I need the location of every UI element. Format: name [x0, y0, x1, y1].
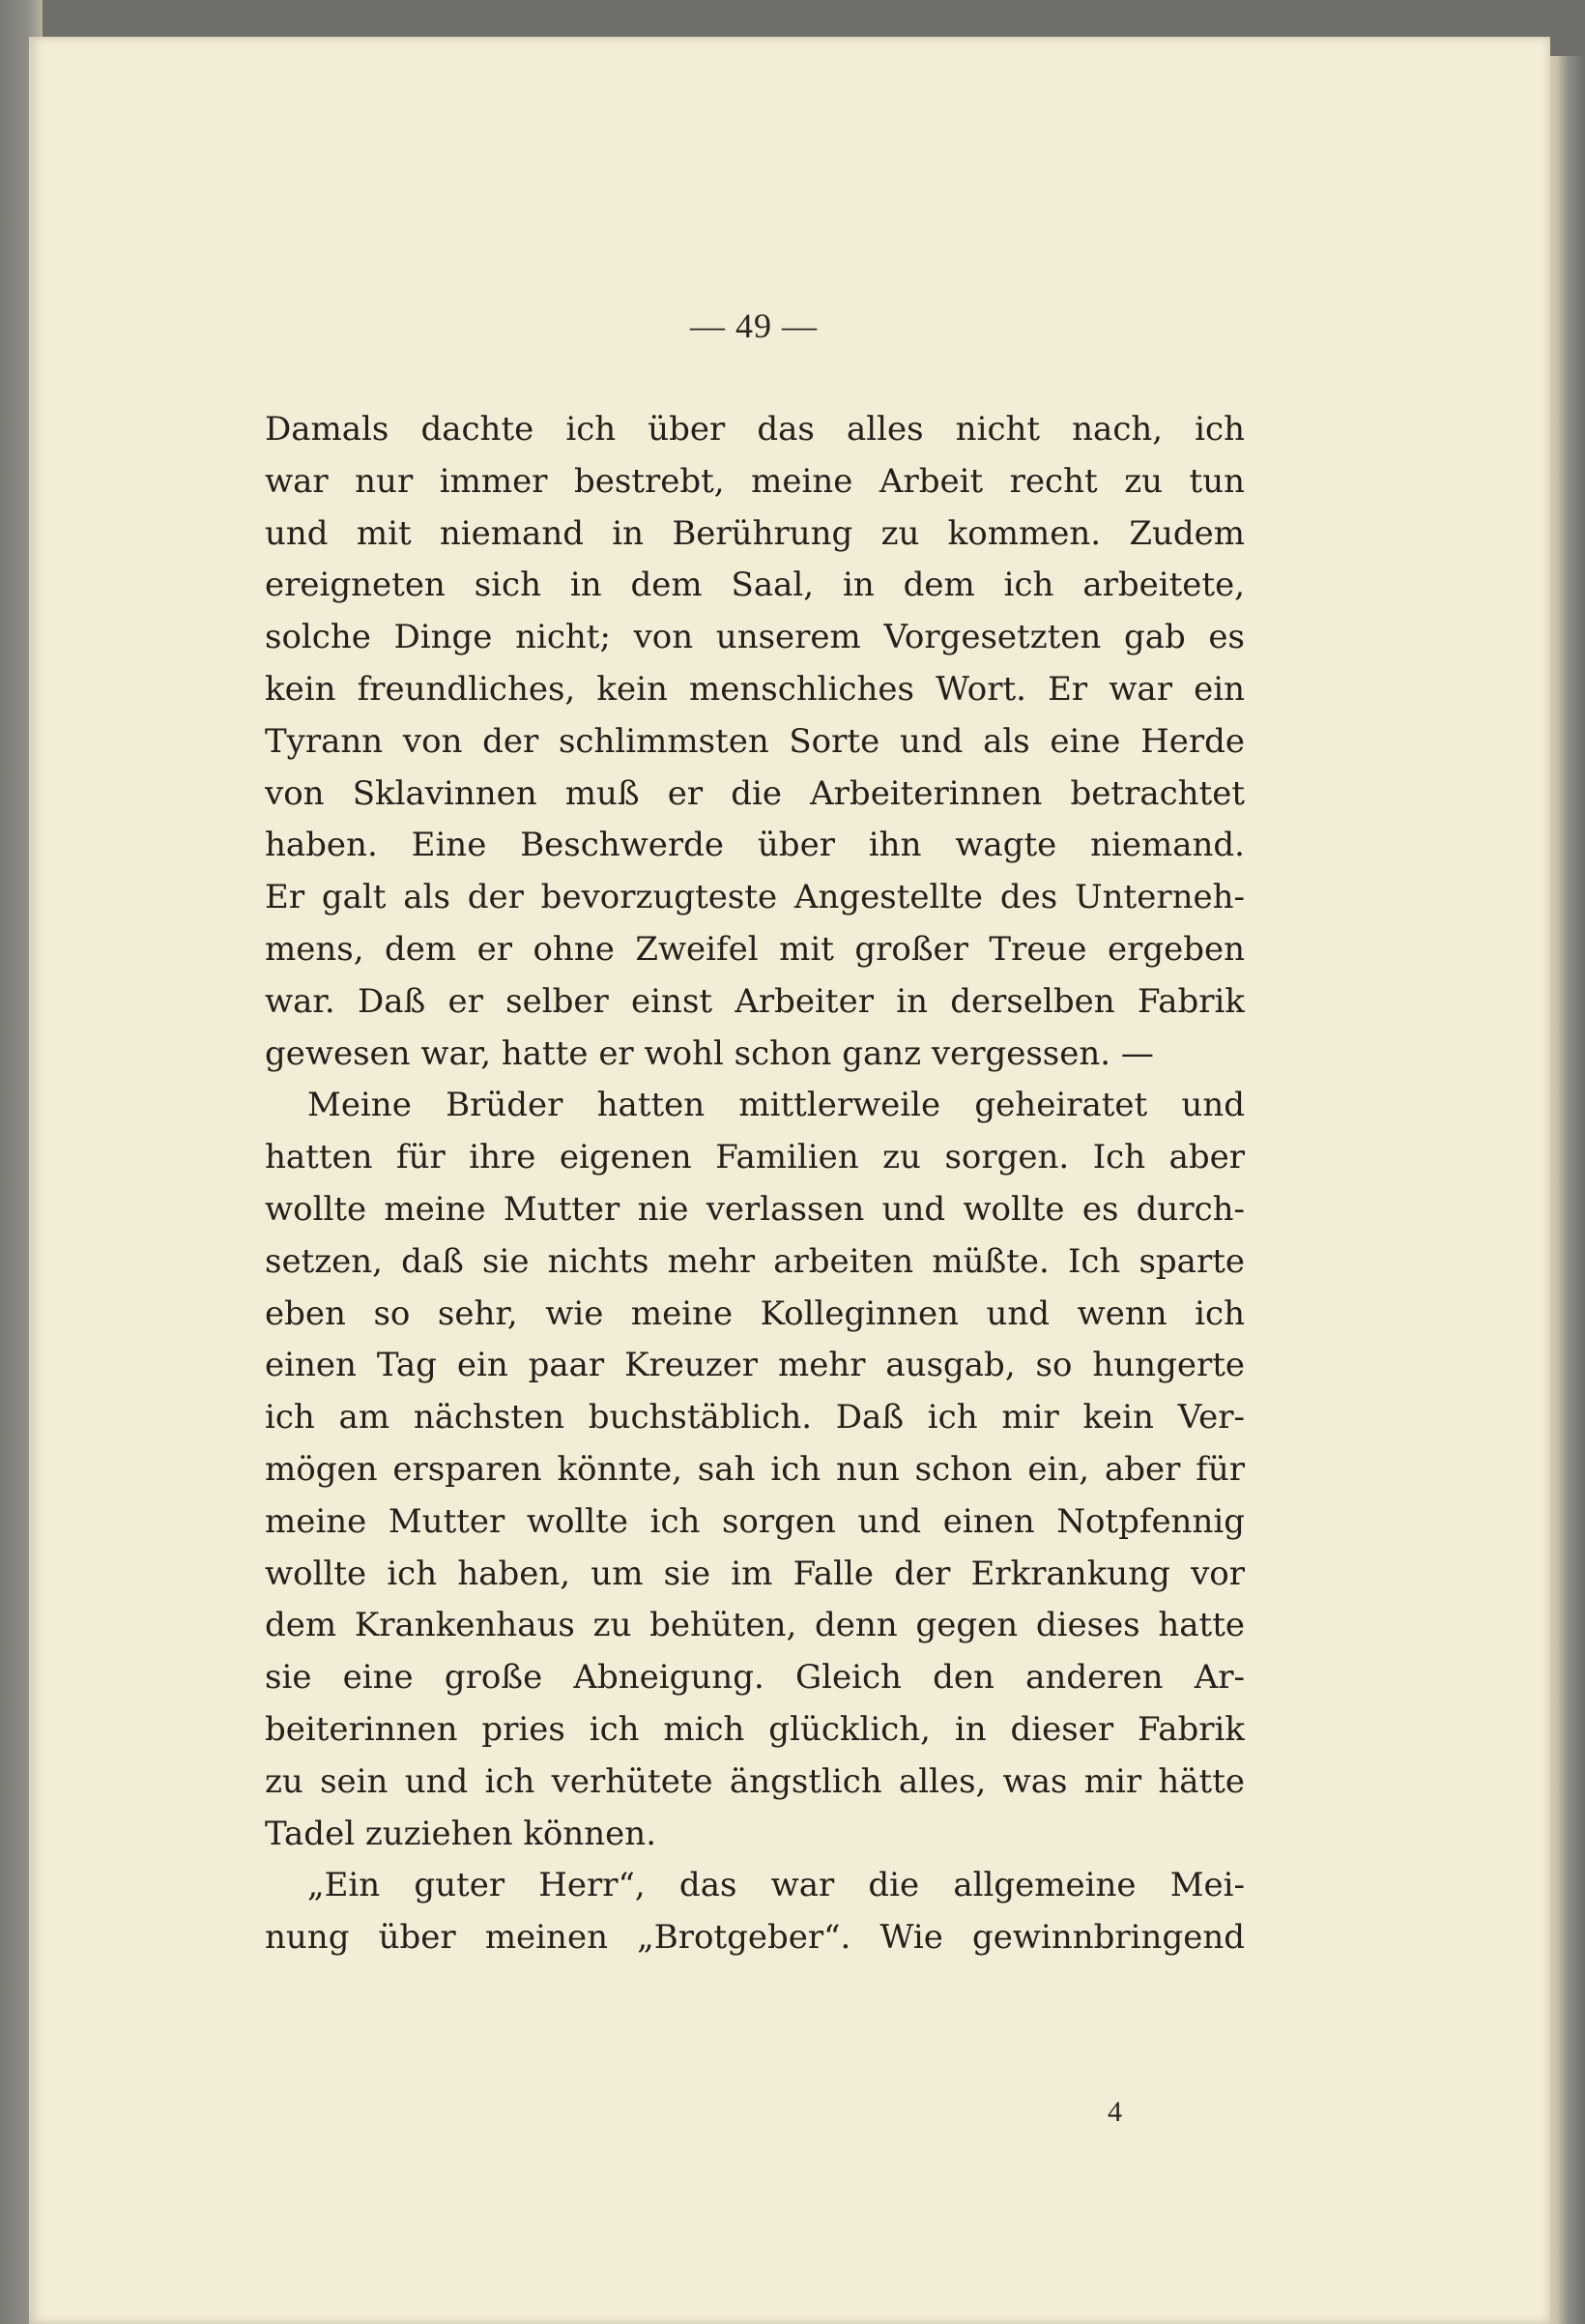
text-line: Tyrann von der schlimmsten Sorte und als eine Herde	[265, 721, 1245, 761]
body-text	[265, 404, 1245, 1964]
text-line: Er galt als der bevorzugteste Angestellte des Unterneh-	[265, 878, 1245, 917]
text-line: hatten für ihre eigenen Familien zu sorgen. Ich aber	[265, 1138, 1245, 1177]
text-line: kein freundliches, kein menschliches Wort. Er war ein	[265, 669, 1245, 709]
text-line: wollte meine Mutter nie verlassen und wollte es durch-	[265, 1189, 1245, 1229]
text-line: war nur immer bestrebt, meine Arbeit recht zu tun	[265, 461, 1245, 501]
book-page	[29, 37, 1550, 2324]
text-line: sie eine große Abneigung. Gleich den anderen Ar-	[265, 1658, 1245, 1698]
text-line: war. Daß er selber einst Arbeiter in derselben Fabrik	[265, 981, 1245, 1021]
text-line: haben. Eine Beschwerde über ihn wagte niemand.	[265, 826, 1245, 865]
text-line: mögen ersparen könnte, sah ich nun schon ein, aber für	[265, 1449, 1245, 1489]
page-number: — 49 —	[690, 306, 818, 345]
text-line: mens, dem er ohne Zweifel mit großer Treue ergeben	[265, 929, 1245, 969]
text-line: Meine Brüder hatten mittlerweile geheiratet und	[307, 1086, 1245, 1125]
text-line: gewesen war, hatte er wohl schon ganz vergessen. —	[265, 1033, 1154, 1073]
page-edge	[1544, 56, 1585, 2324]
text-line: von Sklavinnen muß er die Arbeiterinnen betrachtet	[265, 773, 1245, 813]
text-line: zu sein und ich verhütete ängstlich alles, was mir hätte	[265, 1761, 1245, 1801]
text-line: solche Dinge nicht; von unserem Vorgesetzten gab es	[265, 618, 1245, 657]
text-line: „Ein guter Herr“, das war die allgemeine Mei-	[307, 1866, 1245, 1905]
text-line: dem Krankenhaus zu behüten, denn gegen dieses hatte	[265, 1606, 1245, 1645]
signature-mark: 4	[1108, 2096, 1122, 2128]
text-line: ich am nächsten buchstäblich. Daß ich mir kein Ver-	[265, 1398, 1245, 1438]
text-line: nung über meinen „Brotgeber“. Wie gewinnbringend	[265, 1918, 1245, 1958]
text-line: beiterinnen pries ich mich glücklich, in dieser Fabrik	[265, 1709, 1245, 1749]
text-line: ereigneten sich in dem Saal, in dem ich arbeitete,	[265, 566, 1245, 605]
text-line: wollte ich haben, um sie im Falle der Erkrankung vor	[265, 1554, 1245, 1593]
text-line: setzen, daß sie nichts mehr arbeiten müßte. Ich sparte	[265, 1241, 1245, 1281]
text-line: eben so sehr, wie meine Kolleginnen und wenn ich	[265, 1293, 1245, 1333]
text-line: meine Mutter wollte ich sorgen und einen Notpfennig	[265, 1501, 1245, 1541]
text-line: und mit niemand in Berührung zu kommen. Zudem	[265, 513, 1245, 553]
text-line: einen Tag ein paar Kreuzer mehr ausgab, so hungerte	[265, 1346, 1245, 1385]
text-line: Damals dachte ich über das alles nicht nach, ich	[265, 410, 1245, 449]
text-line: Tadel zuziehen können.	[265, 1814, 657, 1853]
